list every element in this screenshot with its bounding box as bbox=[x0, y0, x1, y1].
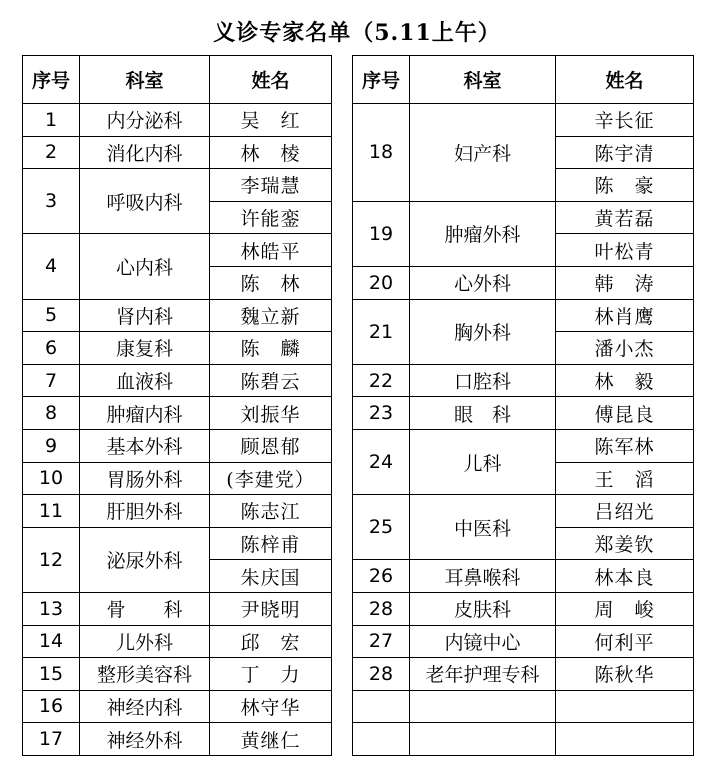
dept-cell: 消化内科 bbox=[80, 136, 210, 169]
doctor-name-cell: 叶松青 bbox=[556, 234, 694, 267]
seq-cell: 9 bbox=[23, 429, 80, 462]
expert-table-right bbox=[352, 55, 694, 756]
dept-cell: 眼 科 bbox=[410, 397, 556, 430]
dept-cell: 胃肠外科 bbox=[80, 462, 210, 495]
table-row bbox=[23, 364, 332, 397]
seq-cell: 17 bbox=[23, 723, 80, 756]
header-row bbox=[23, 56, 332, 104]
doctor-name-cell: 林 毅 bbox=[556, 364, 694, 397]
seq-cell: 4 bbox=[23, 234, 80, 299]
seq-cell: 21 bbox=[353, 299, 410, 364]
doctor-name-cell: 陈志江 bbox=[210, 495, 332, 528]
table-row bbox=[23, 658, 332, 691]
table-row bbox=[23, 723, 332, 756]
table-row bbox=[23, 397, 332, 430]
blank-row bbox=[353, 723, 694, 756]
table-row bbox=[353, 625, 694, 658]
table-row bbox=[353, 429, 694, 462]
seq-cell: 22 bbox=[353, 364, 410, 397]
blank-row bbox=[353, 690, 694, 723]
table-row bbox=[353, 495, 694, 528]
dept-cell: 内镜中心 bbox=[410, 625, 556, 658]
seq-cell: 28 bbox=[353, 658, 410, 691]
seq-cell: 24 bbox=[353, 429, 410, 494]
blank-cell bbox=[410, 690, 556, 723]
doctor-name-cell: 吴 红 bbox=[210, 104, 332, 137]
doctor-name-cell: 辛长征 bbox=[556, 104, 694, 137]
document-title: 义诊专家名单（5.11上午） bbox=[213, 20, 501, 46]
doctor-name-cell: 周 峻 bbox=[556, 592, 694, 625]
table-row bbox=[23, 592, 332, 625]
doctor-name-cell: 吕绍光 bbox=[556, 495, 694, 528]
table-row bbox=[23, 104, 332, 137]
table-row bbox=[353, 658, 694, 691]
table-row bbox=[23, 332, 332, 365]
seq-cell: 13 bbox=[23, 592, 80, 625]
header-name: 姓名 bbox=[556, 56, 694, 104]
dept-cell: 骨 科 bbox=[80, 592, 210, 625]
dept-cell: 内分泌科 bbox=[80, 104, 210, 137]
table-row bbox=[353, 560, 694, 593]
doctor-name-cell: 陈宇清 bbox=[556, 136, 694, 169]
seq-cell: 23 bbox=[353, 397, 410, 430]
doctor-name-cell: 何利平 bbox=[556, 625, 694, 658]
dept-cell: 血液科 bbox=[80, 364, 210, 397]
seq-cell: 11 bbox=[23, 495, 80, 528]
seq-cell: 16 bbox=[23, 690, 80, 723]
doctor-name-cell: 黄继仁 bbox=[210, 723, 332, 756]
doctor-name-cell: 黄若磊 bbox=[556, 201, 694, 234]
doctor-name-cell: 林本良 bbox=[556, 560, 694, 593]
doctor-name-cell: 许能銮 bbox=[210, 201, 332, 234]
dept-cell: 中医科 bbox=[410, 495, 556, 560]
table-body-right bbox=[353, 104, 694, 756]
doctor-name-cell: 陈 豪 bbox=[556, 169, 694, 202]
expert-table-left bbox=[22, 55, 332, 756]
table-row bbox=[23, 169, 332, 202]
dept-cell: 胸外科 bbox=[410, 299, 556, 364]
header-seq: 序号 bbox=[23, 56, 80, 104]
doctor-name-cell: 韩 涛 bbox=[556, 266, 694, 299]
seq-cell: 27 bbox=[353, 625, 410, 658]
table-row bbox=[353, 201, 694, 234]
seq-cell: 1 bbox=[23, 104, 80, 137]
dept-cell: 肝胆外科 bbox=[80, 495, 210, 528]
table-row bbox=[23, 690, 332, 723]
doctor-name-cell: 陈 麟 bbox=[210, 332, 332, 365]
doctor-name-cell: 顾恩郁 bbox=[210, 429, 332, 462]
doctor-name-cell: 陈梓甫 bbox=[210, 527, 332, 560]
seq-cell: 8 bbox=[23, 397, 80, 430]
table-row bbox=[353, 397, 694, 430]
doctor-name-cell: 林守华 bbox=[210, 690, 332, 723]
doctor-name-cell: 朱庆国 bbox=[210, 560, 332, 593]
header-dept: 科室 bbox=[410, 56, 556, 104]
dept-cell: 泌尿外科 bbox=[80, 527, 210, 592]
seq-cell: 15 bbox=[23, 658, 80, 691]
doctor-name-cell: 陈 林 bbox=[210, 266, 332, 299]
seq-cell: 19 bbox=[353, 201, 410, 266]
blank-cell bbox=[353, 690, 410, 723]
dept-cell: 妇产科 bbox=[410, 104, 556, 202]
dept-cell: 口腔科 bbox=[410, 364, 556, 397]
dept-cell: 儿科 bbox=[410, 429, 556, 494]
seq-cell: 28 bbox=[353, 592, 410, 625]
seq-cell: 10 bbox=[23, 462, 80, 495]
dept-cell: 肿瘤外科 bbox=[410, 201, 556, 266]
table-row bbox=[23, 625, 332, 658]
table-row bbox=[23, 136, 332, 169]
dept-cell: 肿瘤内科 bbox=[80, 397, 210, 430]
header-row bbox=[353, 56, 694, 104]
doctor-name-cell: 丁 力 bbox=[210, 658, 332, 691]
doctor-name-cell: 陈军林 bbox=[556, 429, 694, 462]
dept-cell: 耳鼻喉科 bbox=[410, 560, 556, 593]
doctor-name-cell: 潘小杰 bbox=[556, 332, 694, 365]
dept-cell: 肾内科 bbox=[80, 299, 210, 332]
doctor-name-cell: 刘振华 bbox=[210, 397, 332, 430]
header-name: 姓名 bbox=[210, 56, 332, 104]
doctor-name-cell: 林肖鹰 bbox=[556, 299, 694, 332]
seq-cell: 6 bbox=[23, 332, 80, 365]
blank-cell bbox=[556, 690, 694, 723]
seq-cell: 20 bbox=[353, 266, 410, 299]
doctor-name-cell: 林皓平 bbox=[210, 234, 332, 267]
table-row bbox=[23, 462, 332, 495]
dept-cell: 康复科 bbox=[80, 332, 210, 365]
dept-cell: 基本外科 bbox=[80, 429, 210, 462]
doctor-name-cell: 王 滔 bbox=[556, 462, 694, 495]
table-row bbox=[23, 527, 332, 560]
table-row bbox=[353, 266, 694, 299]
table-row bbox=[353, 364, 694, 397]
doctor-name-cell: 陈秋华 bbox=[556, 658, 694, 691]
dept-cell: 神经外科 bbox=[80, 723, 210, 756]
dept-cell: 老年护理专科 bbox=[410, 658, 556, 691]
doctor-name-cell: 魏立新 bbox=[210, 299, 332, 332]
seq-cell: 7 bbox=[23, 364, 80, 397]
dept-cell: 心内科 bbox=[80, 234, 210, 299]
doctor-name-cell: 林 棱 bbox=[210, 136, 332, 169]
table-row bbox=[23, 429, 332, 462]
table-row bbox=[23, 299, 332, 332]
seq-cell: 18 bbox=[353, 104, 410, 202]
table-row bbox=[353, 299, 694, 332]
seq-cell: 12 bbox=[23, 527, 80, 592]
dept-cell: 整形美容科 bbox=[80, 658, 210, 691]
seq-cell: 14 bbox=[23, 625, 80, 658]
table-row bbox=[23, 234, 332, 267]
seq-cell: 25 bbox=[353, 495, 410, 560]
doctor-name-cell: 傅昆良 bbox=[556, 397, 694, 430]
doctor-name-cell: 邱 宏 bbox=[210, 625, 332, 658]
dept-cell: 心外科 bbox=[410, 266, 556, 299]
blank-cell bbox=[556, 723, 694, 756]
doctor-name-cell: (李建党） bbox=[210, 462, 332, 495]
doctor-name-cell: 李瑞慧 bbox=[210, 169, 332, 202]
dept-cell: 儿外科 bbox=[80, 625, 210, 658]
doctor-name-cell: 陈碧云 bbox=[210, 364, 332, 397]
dept-cell: 神经内科 bbox=[80, 690, 210, 723]
header-seq: 序号 bbox=[353, 56, 410, 104]
seq-cell: 3 bbox=[23, 169, 80, 234]
seq-cell: 26 bbox=[353, 560, 410, 593]
table-row bbox=[353, 592, 694, 625]
blank-cell bbox=[353, 723, 410, 756]
seq-cell: 2 bbox=[23, 136, 80, 169]
blank-cell bbox=[410, 723, 556, 756]
dept-cell: 呼吸内科 bbox=[80, 169, 210, 234]
dept-cell: 皮肤科 bbox=[410, 592, 556, 625]
table-row bbox=[23, 495, 332, 528]
table-body-left bbox=[23, 104, 332, 756]
doctor-name-cell: 尹晓明 bbox=[210, 592, 332, 625]
header-dept: 科室 bbox=[80, 56, 210, 104]
seq-cell: 5 bbox=[23, 299, 80, 332]
table-row bbox=[353, 104, 694, 137]
doctor-name-cell: 郑姜钦 bbox=[556, 527, 694, 560]
